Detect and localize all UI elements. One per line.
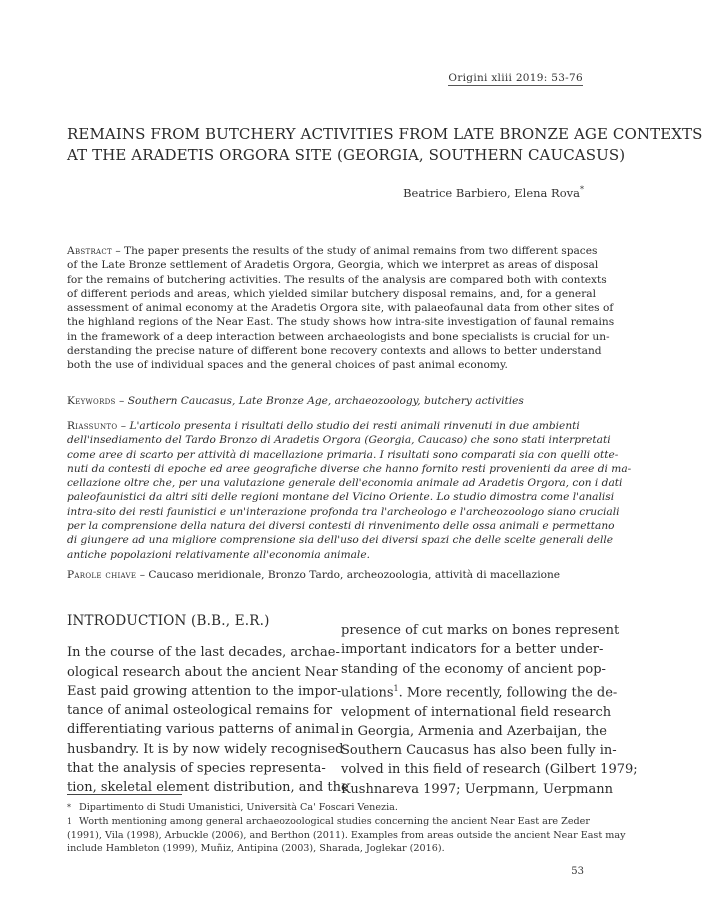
body-line: tance of animal osteological remains for bbox=[67, 703, 333, 719]
abstract-line: Abstract – The paper presents the results of the study of animal remains from two different spaces bbox=[67, 245, 598, 257]
footnote-ref[interactable]: 1 bbox=[393, 683, 399, 693]
body-line: East paid growing attention to the impor- bbox=[67, 683, 342, 699]
abstract-line: both the use of individual spaces and the general choices of past animal economy. bbox=[67, 359, 508, 372]
body-line: tion, skeletal element distribution, and the bbox=[67, 780, 349, 796]
parole-chiave: Parole chiave – Caucaso meridionale, Bronzo Tardo, archeozoologia, attività di macellazione bbox=[67, 569, 561, 581]
riassunto-line: per la comprensione della natura dei diversi contesti di rinvenimento delle ossa animali e permettano bbox=[67, 520, 615, 533]
body-line: differentiating various patterns of animal bbox=[67, 722, 340, 738]
body-line: standing of the economy of ancient pop- bbox=[341, 661, 606, 677]
riassunto-line: cellazione oltre che, per una valutazione generale dell'economia animale ad Aradetis Orgora, con i dati bbox=[67, 477, 623, 490]
riassunto-label: Riassunto bbox=[67, 420, 118, 432]
body-line: Kushnareva 1997; Uerpmann, Uerpmann bbox=[341, 781, 613, 797]
riassunto bbox=[67, 419, 632, 562]
body-line: velopment of international field research bbox=[341, 704, 612, 720]
riassunto-line: come aree di scarto per attività di macellazione primaria. I risultati sono comparati sia con quelli otte- bbox=[67, 448, 619, 461]
riassunto-line: dell'insediamento del Tardo Bronzo di Aradetis Orgora (Georgia, Caucaso) che sono stati interpretati bbox=[67, 434, 611, 447]
body-line: ulations$^1$. More recently, following the de- bbox=[341, 683, 618, 701]
abstract-line: of the Late Bronze settlement of Aradetis Orgora, Georgia, which we interpret as areas of disposal bbox=[67, 259, 599, 272]
page-number: 53 bbox=[571, 866, 584, 877]
body-line: in Georgia, Armenia and Azerbaijan, the bbox=[341, 723, 607, 739]
keywords: Keywords – Southern Caucasus, Late Bronze Age, archaeozoology, butchery activities bbox=[67, 395, 524, 407]
abstract-line: for the remains of butchering activities. The results of the analysis are compared both with contexts bbox=[67, 273, 607, 286]
parole-chiave-text: Caucaso meridionale, Bronzo Tardo, archeozoologia, attività di macellazione bbox=[148, 569, 561, 581]
riassunto-line: di giungere ad una migliore comprensione sia dell'uso dei diversi spazi che delle scelte generali delle bbox=[67, 534, 614, 547]
body-line: ological research about the ancient Near bbox=[67, 664, 338, 680]
body-line: important indicators for a better under- bbox=[341, 642, 604, 658]
riassunto-line: paleofaunistici da altri siti delle regioni montane del Vicino Oriente. Lo studio dimostra come l'analisi bbox=[67, 491, 615, 504]
body-line: volved in this field of research (Gilbert 1979; bbox=[341, 762, 638, 778]
abstract-line: in the framework of a deep interaction between archaeologists and bone specialists is crucial for un- bbox=[67, 330, 610, 343]
abstract-line: assessment of animal economy at the Aradetis Orgora site, with palaeofaunal data from other sites of bbox=[67, 302, 614, 315]
title-line-2: AT THE ARADETIS ORGORA SITE (GEORGIA, SOUTHERN CAUCASUS) bbox=[67, 146, 626, 164]
affiliation-mark: * bbox=[580, 185, 584, 194]
keywords-text: Southern Caucasus, Late Bronze Age, archaeozoology, butchery activities bbox=[127, 395, 524, 407]
author-names: Beatrice Barbiero, Elena Rova bbox=[403, 185, 580, 200]
footnote-1: 1 Worth mentioning among general archaeozoological studies concerning the ancient Near East are Zeder bbox=[67, 815, 590, 827]
riassunto-line: nuti da contesti di epoche ed aree geografiche diverse che hanno fornito resti provenienti da aree di ma- bbox=[67, 462, 632, 475]
riassunto-line: intra-sito dei resti faunistici e un'interazione profonda tra l'archeologo e l'archeozoologo siano cruciali bbox=[67, 505, 620, 518]
footnotes bbox=[67, 801, 626, 856]
riassunto-line: antiche popolazioni relativamente all'economia animale. bbox=[67, 548, 370, 561]
body-line: that the analysis of species representa- bbox=[67, 761, 326, 777]
authors bbox=[403, 185, 584, 200]
section-heading: INTRODUCTION (B.B., E.R.) bbox=[67, 613, 270, 629]
body-line: husbandry. It is by now widely recognised bbox=[67, 741, 344, 757]
parole-chiave-label: Parole chiave bbox=[67, 569, 137, 581]
abstract-line: derstanding the precise nature of different bone recovery contexts and allows to better understand bbox=[67, 345, 602, 358]
abstract-label: Abstract bbox=[67, 245, 113, 257]
body-column-left bbox=[67, 612, 349, 798]
article-title bbox=[67, 124, 703, 166]
footnote-1-line: (1991), Vila (1998), Arbuckle (2006), and Berthon (2011). Examples from areas outside the ancient Near East may bbox=[67, 829, 626, 841]
abstract-line: the highland regions of the Near East. The study shows how intra-site investigation of faunal remains bbox=[67, 316, 615, 329]
abstract bbox=[67, 244, 615, 373]
title-line-1: REMAINS FROM BUTCHERY ACTIVITIES FROM LATE BRONZE AGE CONTEXTS bbox=[67, 125, 703, 143]
body-line: Southern Caucasus has also been fully in- bbox=[341, 743, 617, 759]
footnote-divider bbox=[67, 794, 182, 795]
running-head: Origini xliii 2019: 53-76 bbox=[448, 72, 583, 84]
footnote-affiliation: * Dipartimento di Studi Umanistici, Università Ca' Foscari Venezia. bbox=[67, 802, 398, 813]
keywords-label: Keywords bbox=[67, 395, 116, 407]
body-line: presence of cut marks on bones represent bbox=[341, 623, 620, 638]
riassunto-line: Riassunto – L'articolo presenta i risultati dello studio dei resti animali rinvenuti in due ambienti bbox=[67, 420, 580, 432]
body-line: In the course of the last decades, archae- bbox=[67, 645, 340, 661]
abstract-line: of different periods and areas, which yielded similar butchery disposal remains, and, for a general bbox=[67, 287, 596, 300]
footnote-1-line: include Hambleton (1999), Muñiz, Antipina (2003), Sharada, Joglekar (2016). bbox=[67, 843, 445, 855]
body-column-right bbox=[341, 621, 638, 799]
footnote-mark: 1 bbox=[67, 816, 73, 826]
footnote-mark: * bbox=[67, 803, 71, 812]
